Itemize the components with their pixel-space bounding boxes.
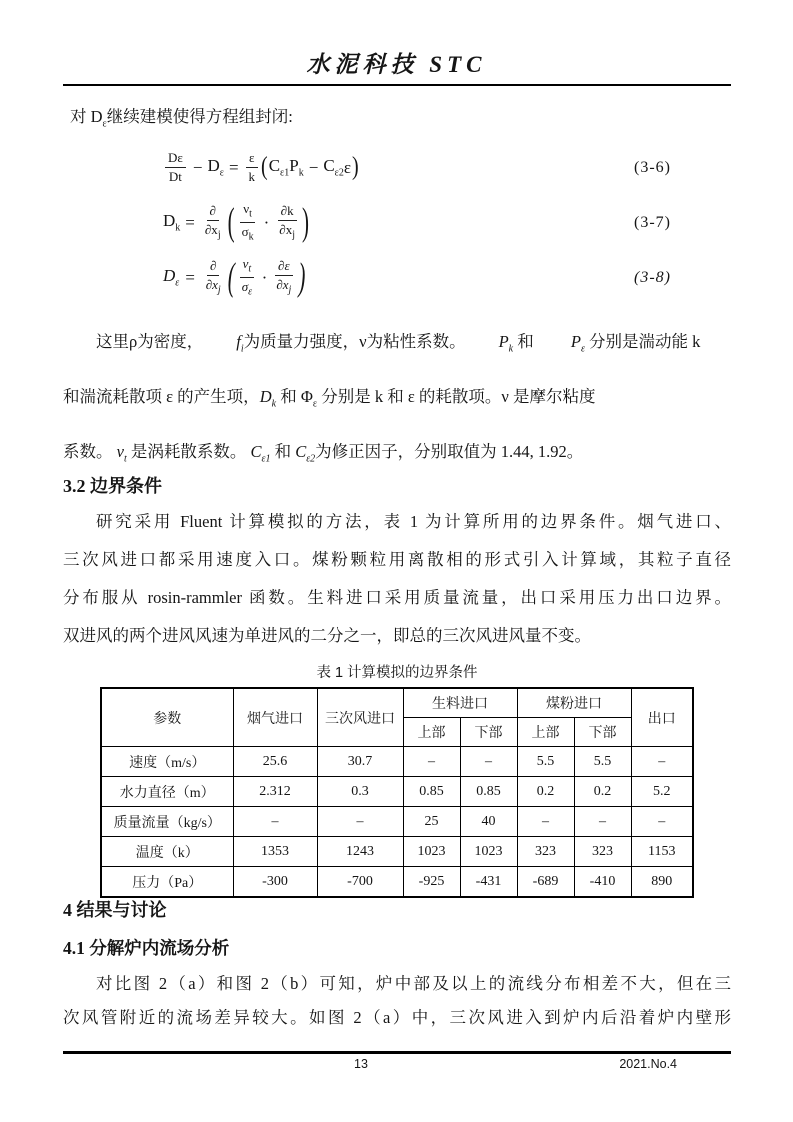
row-label-cell: 质量流量（kg/s） xyxy=(101,807,233,837)
fraction: $\frac{\partial k}{\partial x_j}$ xyxy=(279,203,295,241)
table-row xyxy=(101,807,693,837)
table-cell: -431 xyxy=(460,867,517,898)
table-row xyxy=(101,837,693,867)
table-cell: 5.5 xyxy=(574,747,631,777)
paragraph-line: 次风管附近的流场差异较大。如图 2（a）中，三次风进入到炉内后沿着炉内壁形 xyxy=(63,1008,731,1027)
equation-formula xyxy=(163,201,311,243)
table-row xyxy=(101,867,693,898)
table-header-cell: 三次风进口 xyxy=(317,688,403,747)
table-header-cell: 上部 xyxy=(403,718,460,747)
table-cell: – xyxy=(460,747,517,777)
math-var: $f_i$ xyxy=(236,332,244,355)
paragraph-line xyxy=(63,369,731,424)
fraction: $\frac{\nu_t}{\sigma_\varepsilon}$ xyxy=(239,256,255,298)
math-var: $C_{\varepsilon 1}$ xyxy=(250,442,271,465)
table-cell: 0.3 xyxy=(317,777,403,807)
table-cell: -410 xyxy=(574,867,631,898)
table-header-cell: 下部 xyxy=(574,718,631,747)
fraction: $\frac{\varepsilon}{k}$ xyxy=(246,150,259,184)
table-cell: 1023 xyxy=(460,837,517,867)
math-var: $C_{\varepsilon 1}$ xyxy=(268,156,290,179)
equation-3-8 xyxy=(63,250,731,305)
table-cell: 0.2 xyxy=(517,777,574,807)
table-cell: 323 xyxy=(574,837,631,867)
paragraph-line: 双进风的两个进风风速为单进风的二分之一，即总的三次风进风量不变。 xyxy=(63,626,591,645)
table-cell: – xyxy=(233,807,317,837)
text-run: 是涡耗散系数。 xyxy=(126,442,251,461)
table-header-cell: 烟气进口 xyxy=(233,688,317,747)
text-run: 为质量力强度，ν为粘性系数。 xyxy=(243,332,466,351)
table-header-cell: 生料进口 xyxy=(403,688,517,718)
equals-operator: = xyxy=(185,212,195,232)
row-label-cell: 速度（m/s） xyxy=(101,747,233,777)
math-var: $D_\varepsilon$ xyxy=(90,107,107,130)
table-cell: 25.6 xyxy=(233,747,317,777)
text-run: 和 xyxy=(513,332,538,351)
row-label-cell: 温度（k） xyxy=(101,837,233,867)
table-cell: -300 xyxy=(233,867,317,898)
table-cell: 40 xyxy=(460,807,517,837)
table-row xyxy=(101,747,693,777)
paragraph-line: 研究采用 Fluent 计算模拟的方法，表 1 为计算所用的边界条件。烟气进口、 xyxy=(96,512,731,531)
table-cell: – xyxy=(403,747,460,777)
right-paren: ) xyxy=(298,254,306,299)
table-cell: – xyxy=(517,807,574,837)
section-heading-4: 4 结果与讨论 xyxy=(63,900,167,920)
table-cell: 890 xyxy=(631,867,693,898)
table-header-cell: 出口 xyxy=(631,688,693,747)
table-header-cell: 下部 xyxy=(460,718,517,747)
math-var: $\nu_t$ xyxy=(116,442,127,465)
paragraph-line xyxy=(63,424,731,479)
text-run: 和湍流耗散项 ε 的产生项， xyxy=(63,387,260,406)
math-var: $C_{\varepsilon 2}$ xyxy=(295,442,316,465)
equals-operator: = xyxy=(184,267,196,287)
issue-number: 2021.No.4 xyxy=(619,1057,677,1071)
table-cell: 25 xyxy=(403,807,460,837)
paragraph-line: 三次风进口都采用速度入口。煤粉颗粒用离散相的形式引入计算域，其粒子直径 xyxy=(63,550,731,569)
math-var: $D_k$ xyxy=(163,211,181,234)
math-var: $D_\varepsilon$ xyxy=(207,156,224,179)
paragraph-line: 对比图 2（a）和图 2（b）可知，炉中部及以上的流线分布相差不大，但在三 xyxy=(96,974,731,993)
table-header-cell: 参数 xyxy=(101,688,233,747)
table-cell: -689 xyxy=(517,867,574,898)
text-run: 和 xyxy=(276,387,301,406)
equations-block xyxy=(63,140,731,305)
fraction: $\frac{D\varepsilon}{Dt}$ xyxy=(165,150,186,184)
table-cell: – xyxy=(631,807,693,837)
math-sub: ε xyxy=(102,118,107,130)
page-number: 13 xyxy=(354,1057,368,1071)
journal-header-title: 水泥科技 STC xyxy=(306,52,487,77)
table-cell: -700 xyxy=(317,867,403,898)
left-paren: ( xyxy=(227,254,235,299)
right-paren: ) xyxy=(302,199,309,244)
math-var: $D_k$ xyxy=(259,387,277,410)
equation-formula xyxy=(163,150,360,184)
equation-number: (3-8) xyxy=(634,268,671,286)
table-cell: – xyxy=(317,807,403,837)
paragraph-line xyxy=(63,314,731,369)
fraction: $\frac{\partial\varepsilon}{\partial x_j}$ xyxy=(276,258,292,296)
row-label-cell: 水力直径（m） xyxy=(101,777,233,807)
math-var: $D_\varepsilon$ xyxy=(163,266,180,289)
table-cell: 5.5 xyxy=(517,747,574,777)
intro-line xyxy=(70,103,293,129)
table-cell: – xyxy=(574,807,631,837)
row-label-cell: 压力（Pa） xyxy=(101,867,233,898)
text-run: 和 xyxy=(270,442,296,461)
table-cell: 323 xyxy=(517,837,574,867)
table-header-row xyxy=(101,688,693,718)
table-caption: 表 1 计算模拟的边界条件 xyxy=(316,665,478,681)
math-var: $P_k$ xyxy=(289,156,304,179)
fraction: $\frac{\partial}{\partial x_j}$ xyxy=(205,258,221,296)
table-header-cell: 上部 xyxy=(517,718,574,747)
boundary-conditions-table xyxy=(100,687,694,898)
section-heading-3-2: 3.2 边界条件 xyxy=(63,476,162,496)
math-var: $P_\varepsilon$ xyxy=(570,332,585,355)
equation-number: (3-7) xyxy=(634,213,671,231)
text-run: 继续建模使得方程组封闭: xyxy=(106,107,293,126)
section-heading-4-1: 4.1 分解炉内流场分析 xyxy=(63,938,230,958)
table-cell: 5.2 xyxy=(631,777,693,807)
table-cell: – xyxy=(631,747,693,777)
dot-operator: · xyxy=(262,267,267,287)
table-row xyxy=(101,777,693,807)
table-cell: 1023 xyxy=(403,837,460,867)
table-cell: 30.7 xyxy=(317,747,403,777)
text-run: 这里ρ为密度， xyxy=(96,332,204,351)
boundary-conditions-paragraph xyxy=(63,503,731,655)
equation-3-7 xyxy=(63,195,731,250)
equation-number: (3-6) xyxy=(634,158,671,176)
math-var: $C_{\varepsilon 2}$ xyxy=(323,156,344,179)
equals-operator: = xyxy=(228,157,239,177)
table-cell: 0.2 xyxy=(574,777,631,807)
dot-operator: · xyxy=(263,212,270,232)
table-cell: 1153 xyxy=(631,837,693,867)
table-cell: 0.85 xyxy=(403,777,460,807)
minus-operator: − xyxy=(308,157,319,177)
math-var: ε xyxy=(343,157,351,177)
left-paren: ( xyxy=(261,152,268,182)
minus-operator: − xyxy=(192,157,203,177)
symbols-paragraph xyxy=(63,314,731,479)
table-cell: 2.312 xyxy=(233,777,317,807)
right-paren: ) xyxy=(352,152,359,182)
text-run: 为修正因子，分别取值为 1.44, 1.92。 xyxy=(315,442,584,461)
left-paren: ( xyxy=(227,199,235,244)
header-rule xyxy=(63,84,731,86)
table-cell: 1243 xyxy=(317,837,403,867)
table-cell: 1353 xyxy=(233,837,317,867)
math-var: $P_k$ xyxy=(498,332,514,355)
table-cell: -925 xyxy=(403,867,460,898)
text-run: 分别是湍动能 k xyxy=(584,332,701,351)
paragraph-line: 分布服从 rosin-rammler 函数。生料进口采用质量流量，出口采用压力出口边界。 xyxy=(63,588,731,607)
text-run: 对 xyxy=(70,107,91,126)
math-var: $\Phi_\varepsilon$ xyxy=(300,387,318,410)
text-run: 分别是 k 和 ε 的耗散项。ν 是摩尔粘度 xyxy=(317,387,596,406)
flow-field-paragraph xyxy=(63,967,731,1035)
fraction: $\frac{\nu_t}{\sigma_k}$ xyxy=(241,201,254,243)
text-run: 系数。 xyxy=(63,442,117,461)
footer-rule xyxy=(63,1051,731,1054)
equation-formula xyxy=(163,256,307,298)
fraction: $\frac{\partial}{\partial x_j}$ xyxy=(204,203,221,241)
table-header-cell: 煤粉进口 xyxy=(517,688,631,718)
table-cell: 0.85 xyxy=(460,777,517,807)
equation-3-6 xyxy=(63,140,731,195)
